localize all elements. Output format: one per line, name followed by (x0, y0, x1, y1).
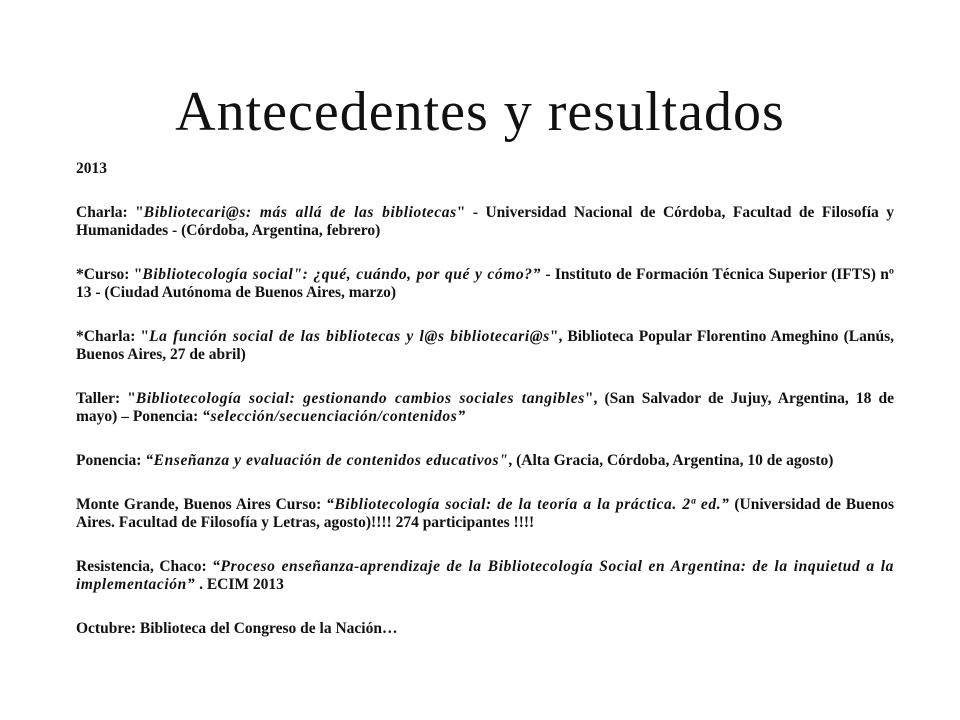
entry-charla-cordoba (76, 204, 894, 240)
entry-resistencia-chaco (76, 558, 894, 594)
entry-title: Bibliotecología social": ¿qué, cuándo, por qué y cómo?” (142, 266, 541, 283)
entry-text: Taller: " (76, 390, 136, 407)
entry-text: Charla: " (76, 204, 144, 221)
entry-title: Bibliotecari@s: más allá de las bibliotecas (143, 204, 457, 221)
entry-charla-lanus (76, 328, 894, 364)
entry-title: La función social de las bibliotecas y l@s bibliotecari@s (149, 328, 550, 345)
entry-text: ", (San Salvador de Jujuy, Argentina, 18 de mayo) – Ponencia: (76, 390, 894, 425)
entry-title: Bibliotecología social: gestionando cambios sociales tangibles (135, 390, 585, 407)
entry-taller-jujuy (76, 390, 894, 426)
entry-text: , (Alta Gracia, Córdoba, Argentina, 10 de agosto) (508, 452, 834, 469)
entry-text: *Curso: " (76, 266, 143, 283)
entry-curso-ifts (76, 266, 894, 302)
entry-text: *Charla: " (76, 328, 150, 345)
entry-text: (Universidad de Buenos Aires. Facultad de Filosofía y Letras, agosto)!!!! 274 participantes !!!! (76, 496, 894, 531)
entry-text: . ECIM 2013 (195, 576, 284, 593)
entry-title: “selección/secuenciación/contenidos” (202, 408, 466, 425)
slide-title: Antecedentes y resultados (175, 81, 785, 143)
entry-text: Resistencia, Chaco: (76, 558, 213, 575)
entry-text: ", Biblioteca Popular Florentino Ameghino (Lanús, Buenos Aires, 27 de abril) (76, 328, 894, 363)
entry-text: - Instituto de Formación Técnica Superior (IFTS) nº 13 - (Ciudad Autónoma de Buenos Aires, marzo) (76, 266, 894, 301)
entry-title: “Enseñanza y evaluación de contenidos educativos" (145, 452, 509, 469)
entry-title: “Bibliotecología social: de la teoría a la práctica. 2ª ed.” (326, 496, 730, 513)
entry-title: “Proceso enseñanza-aprendizaje de la Bibliotecología Social en Argentina: de la inquietud a la implementación” (76, 558, 894, 593)
entry-octubre-congreso: Octubre: Biblioteca del Congreso de la Nación… (76, 620, 398, 637)
entry-text: " - Universidad Nacional de Córdoba, Facultad de Filosofía y Humanidades - (Córdoba, Argentina, febrero) (76, 204, 894, 239)
slide-content (76, 160, 894, 638)
entry-curso-monte-grande (76, 496, 894, 532)
entry-text: Ponencia: (76, 452, 146, 469)
entry-ponencia-alta-gracia (76, 452, 894, 470)
entry-text: Monte Grande, Buenos Aires Curso: (76, 496, 327, 513)
year-heading: 2013 (76, 160, 107, 177)
